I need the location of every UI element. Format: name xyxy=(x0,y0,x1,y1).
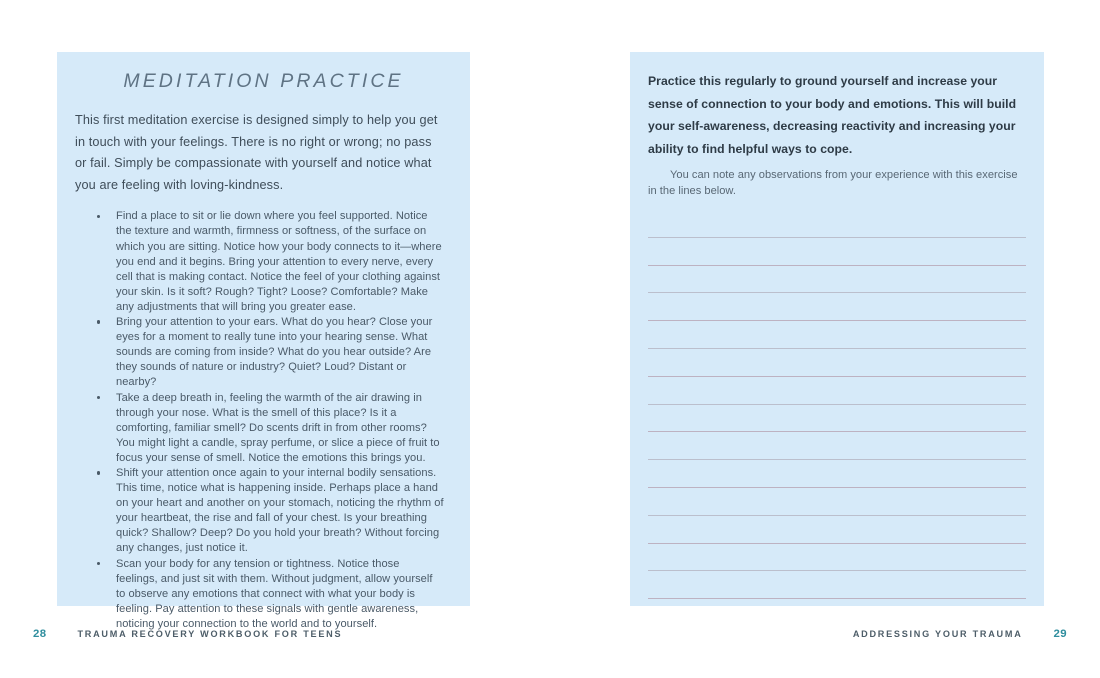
book-title: TRAUMA RECOVERY WORKBOOK FOR TEENS xyxy=(77,629,343,639)
writing-lines-area[interactable] xyxy=(648,210,1026,599)
page-title: MEDITATION PRACTICE xyxy=(123,70,404,92)
instruction-list-item xyxy=(97,209,444,315)
page-number-right: 29 xyxy=(1053,628,1067,640)
intro-paragraph: This first meditation exercise is designed simply to help you get in touch with your feelings. There is no right or wrong; no pass or fail. Simply be compassionate with yourself and notice what you are feeling with loving-kindness. xyxy=(75,113,438,192)
lead-paragraph: Practice this regularly to ground yourself and increase your sense of connection to your body and emotions. This will build your self-awareness, decreasing reactivity and increasing your ability to find helpful ways to cope. xyxy=(648,74,1017,156)
instruction-list-item-text: Take a deep breath in, feeling the warmth of the air drawing in through your nose. What is the smell of this place? Is it a comforting, familiar smell? Do scents drift in from other rooms? You might light a candle, spray perfume, or slice a piece of fruit to focus your sense of smell. Notice the emotions this brings you. xyxy=(116,391,440,464)
writing-line[interactable] xyxy=(648,460,1026,488)
instruction-list-item-text: Bring your attention to your ears. What do you hear? Close your eyes for a moment to really tune into your hearing sense. What sounds are coming from inside? What do you hear outside? Are they sounds of nature or industry? Quiet? Loud? Distant or nearby? xyxy=(116,316,433,389)
writing-line[interactable] xyxy=(648,544,1026,572)
bullet-dot-icon xyxy=(97,320,100,323)
instruction-list-item xyxy=(97,557,444,632)
meditation-practice-panel xyxy=(57,52,470,630)
bullet-dot-icon xyxy=(97,396,100,399)
writing-line[interactable] xyxy=(648,432,1026,460)
writing-line[interactable] xyxy=(648,293,1026,321)
writing-line[interactable] xyxy=(648,349,1026,377)
reflection-panel xyxy=(630,52,1044,606)
bullet-dot-icon xyxy=(97,562,100,565)
chapter-title: ADDRESSING YOUR TRAUMA xyxy=(852,629,1023,639)
writing-line[interactable] xyxy=(648,321,1026,349)
writing-line[interactable] xyxy=(648,266,1026,294)
writing-line[interactable] xyxy=(648,516,1026,544)
instruction-list-item xyxy=(97,466,444,557)
bullet-dot-icon xyxy=(97,215,100,218)
writing-line[interactable] xyxy=(648,571,1026,599)
writing-line[interactable] xyxy=(648,238,1026,266)
instruction-list xyxy=(57,196,470,632)
note-prompt-paragraph: You can note any observations from your experience with this exercise in the lines below. xyxy=(648,169,1018,198)
instruction-list-item-text: Shift your attention once again to your internal bodily sensations. This time, notice what is happening inside. Perhaps place a hand on your heart and another on your stomach, noticing the rhythm of your heartbeat, the rise and fall of your chest. Is your breathing quick? Shallow? Deep? Do you hold your breath? Without forcing any changes, just notice it. xyxy=(116,466,444,555)
instruction-list-item xyxy=(97,391,444,466)
bullet-dot-icon xyxy=(97,471,100,474)
writing-line[interactable] xyxy=(648,405,1026,433)
footer-right xyxy=(853,628,1067,640)
instruction-list-item-text: Find a place to sit or lie down where you feel supported. Notice the texture and warmth, firmness or softness, of the surface on which you are sitting. Notice how your body connects to it—where you end and it begins. Bring your attention to every nerve, every cell that is making contact. Notice the feel of your clothing against your skin. Is it soft? Rough? Tight? Loose? Comfortable? Make any adjustments that will bring you greater ease. xyxy=(116,210,442,313)
writing-line[interactable] xyxy=(648,210,1026,238)
writing-line[interactable] xyxy=(648,488,1026,516)
writing-line[interactable] xyxy=(648,377,1026,405)
footer-left xyxy=(33,628,342,640)
instruction-list-item xyxy=(97,315,444,390)
page-number-left: 28 xyxy=(33,628,47,640)
instruction-list-item-text: Scan your body for any tension or tightness. Notice those feelings, and just sit with them. Without judgment, allow yourself to observe any emotions that connect with what your body is feeling. Pay attention to these signals with gentle awareness, noticing your connection to the world and to yourself. xyxy=(116,557,433,630)
